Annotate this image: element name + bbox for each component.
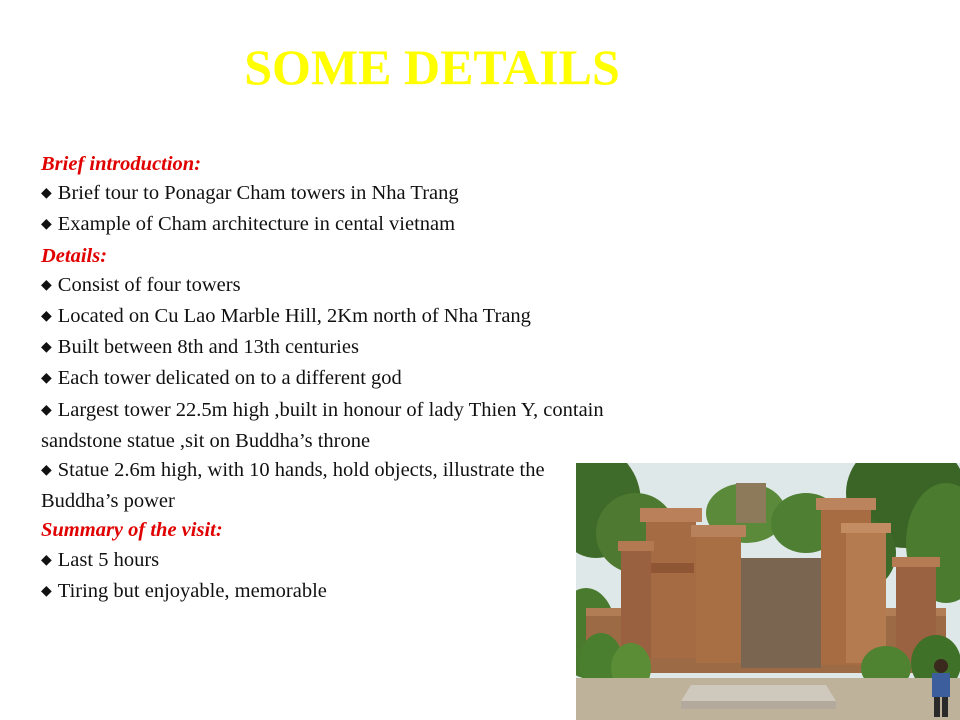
slide-title: SOME DETAILS xyxy=(244,39,620,95)
section-heading-summary: Summary of the visit: xyxy=(41,519,223,542)
diamond-bullet-icon: ◆ xyxy=(41,583,52,599)
bullet-item: ◆ Statue 2.6m high, with 10 hands, hold objects, illustrate the Buddha’s power xyxy=(41,459,545,513)
cham-towers-photo xyxy=(576,463,960,720)
tower-small-left xyxy=(618,541,654,658)
section-heading-details: Details: xyxy=(41,244,108,267)
bullet-item: ◆ Brief tour to Ponagar Cham towers in Nha Trang xyxy=(41,182,459,205)
diamond-bullet-icon: ◆ xyxy=(41,186,52,202)
diamond-bullet-icon: ◆ xyxy=(41,217,52,233)
bullet-item: ◆ Built between 8th and 13th centuries xyxy=(41,336,359,359)
cham-towers-illustration xyxy=(576,463,960,720)
bullet-item: ◆ Last 5 hours xyxy=(41,548,160,571)
diamond-bullet-icon: ◆ xyxy=(41,463,52,479)
bullet-item: ◆ Largest tower 22.5m high ,built in honour of lady Thien Y, contain sandstone statue ,sit on Buddha’s throne xyxy=(41,398,604,452)
bullet-item: ◆ Consist of four towers xyxy=(41,273,241,296)
diamond-bullet-icon: ◆ xyxy=(41,340,52,356)
diamond-bullet-icon: ◆ xyxy=(41,402,52,418)
stone-platform xyxy=(681,685,836,701)
tower-right xyxy=(816,498,891,665)
bullet-item: ◆ Tiring but enjoyable, memorable xyxy=(41,579,327,602)
bullet-item: ◆ Each tower delicated on to a different god xyxy=(41,367,402,390)
bullet-item: ◆ Example of Cham architecture in cental vietnam xyxy=(41,213,456,236)
section-heading-intro: Brief introduction: xyxy=(41,153,202,175)
diamond-bullet-icon: ◆ xyxy=(41,552,52,568)
bullet-item: ◆ Located on Cu Lao Marble Hill, 2Km north of Nha Trang xyxy=(41,305,531,328)
slide-body xyxy=(41,150,621,608)
diamond-bullet-icon: ◆ xyxy=(41,309,52,325)
diamond-bullet-icon: ◆ xyxy=(41,371,52,387)
diamond-bullet-icon: ◆ xyxy=(41,277,52,293)
